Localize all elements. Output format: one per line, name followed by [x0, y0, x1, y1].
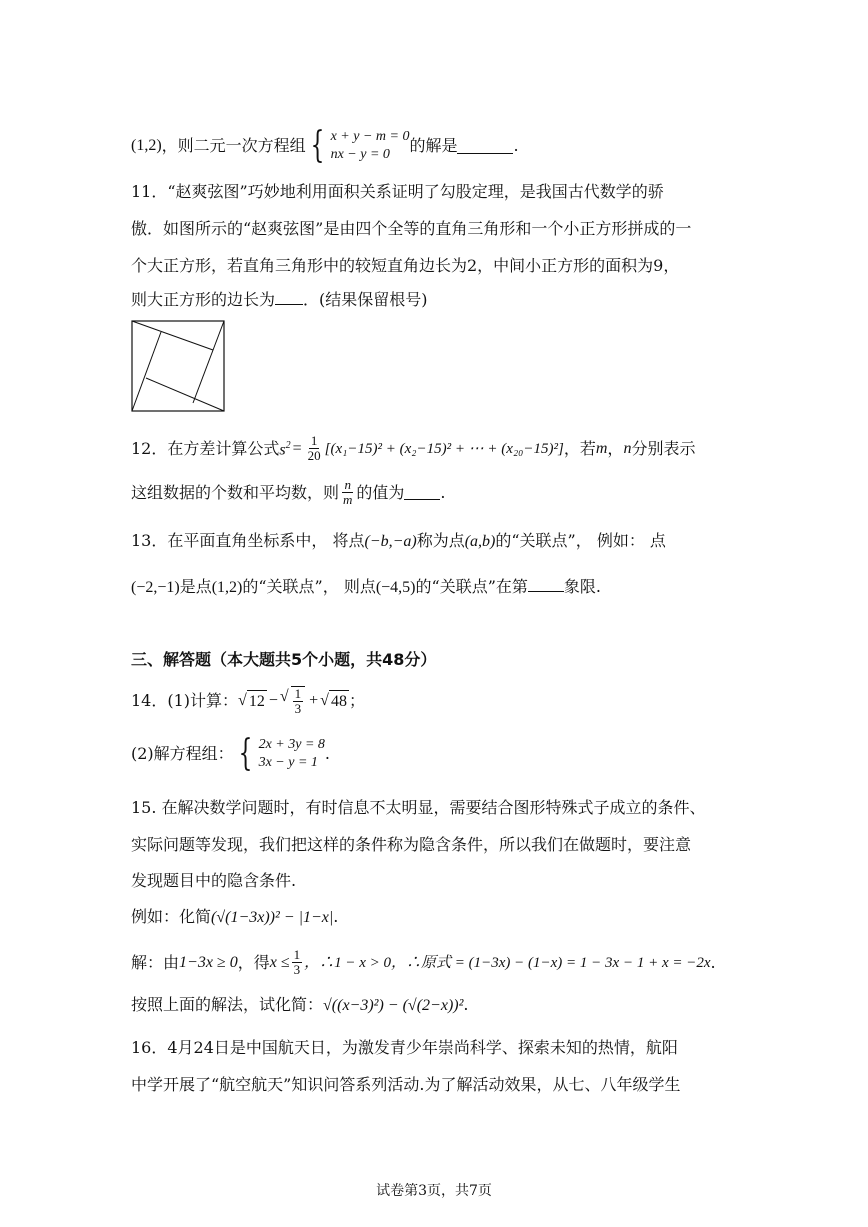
- q11-line4b: ．(结果保留根号): [303, 290, 428, 309]
- q14-end: .: [324, 744, 330, 763]
- q15-try-end: .: [463, 995, 469, 1014]
- q12-comma: ，: [607, 438, 624, 458]
- q13-line1a: 13．在平面直角坐标系中， 将点: [131, 531, 365, 550]
- q12-m: m: [595, 439, 608, 457]
- q14-p2-prefix: (2)解方程组：: [131, 744, 234, 763]
- q10-end: .: [513, 136, 519, 155]
- q13-line1: [131, 530, 666, 553]
- q12-line2a: 这组数据的个数和平均数，则: [131, 482, 340, 502]
- q15-example: [131, 906, 338, 929]
- q15-sol-end: .: [710, 952, 716, 972]
- q14-minus: −: [268, 692, 278, 709]
- q12-n-over-m: $\frac{n}{m}$: [343, 477, 353, 507]
- q12-formula: [(x₁−15)² + (x₂−15)² + ⋯ + (x₂₀−15)²]: [324, 440, 564, 457]
- q10-eq2: nx − y = 0: [330, 147, 390, 162]
- q12-s: $s^2$: [279, 440, 291, 459]
- q10-answer-blank: [457, 139, 513, 154]
- q14-eq1: 2x + 3y = 8: [258, 737, 325, 752]
- q14-sqrt-one-third: √ $\frac{1}{3}$: [280, 686, 307, 716]
- q14-sqrt48: √ 48: [320, 690, 349, 713]
- q13-line2f: 的“关联点”在第: [415, 577, 528, 596]
- q16-line1: 16．4月24日是中国航天日，为激发青少年崇尚科学、探索未知的热情，航阳: [131, 1038, 678, 1057]
- q15-try-prefix: 按照上面的解法，试化简：: [131, 995, 324, 1014]
- q15-solution: [131, 948, 716, 977]
- outer-square: [132, 321, 224, 411]
- q15-ex-end: .: [333, 907, 339, 926]
- q12-n: n: [623, 439, 632, 457]
- q11-line4a: 则大正方形的边长为: [131, 290, 276, 309]
- q15-ex-expr: (√(1−3x))² − |1−x|: [211, 909, 334, 926]
- triangle-edge-bottom: [146, 378, 224, 411]
- q13-line2: [131, 576, 601, 599]
- zhao-shuang-string-diagram: [131, 320, 227, 414]
- q12-mid: ，若: [563, 438, 596, 458]
- q14-equation-system: { 2x + 3y = 8 3x − y = 1: [238, 733, 325, 774]
- q10-equation-system: { x + y − m = 0 nx − y = 0: [310, 125, 410, 166]
- q12-suffix: 分别表示: [631, 438, 696, 458]
- q12-prefix: 12．在方差计算公式: [131, 438, 280, 458]
- q15-sol-a: 解：由: [131, 952, 180, 972]
- q15-ex-prefix: 例如：化简: [131, 907, 212, 926]
- q15-sol-b: 1−3x ≥ 0: [179, 953, 238, 971]
- q15-line3: 发现题目中的隐含条件.: [131, 871, 297, 890]
- q15-line1: 15. 在解决数学问题时，有时信息不太明显，需要结合图形特殊式子成立的条件、: [131, 798, 706, 817]
- q10-text1: ，则二元一次方程组: [161, 136, 306, 155]
- q11-answer-blank: [275, 290, 303, 305]
- q13-p2: (a,b): [464, 533, 496, 550]
- triangle-edge-right: [193, 321, 224, 403]
- q11-line2: 傲．如图所示的“赵爽弦图”是由四个全等的直角三角形和一个小正方形拼成的一: [131, 219, 692, 238]
- q14-plus: +: [309, 692, 319, 709]
- q14-eq2: 3x − y = 1: [258, 755, 318, 770]
- q14-p1-prefix: 14．(1)计算：: [131, 691, 239, 710]
- q12-fraction: $\frac{1}{20}$: [307, 433, 321, 463]
- page-footer: 试卷第3页，共7页: [376, 1183, 492, 1199]
- q13-line2b: 是点: [179, 577, 212, 596]
- q10-text2: 的解是: [409, 136, 458, 155]
- q12-line2b: 的值为: [356, 482, 405, 502]
- q12-line1: [131, 434, 695, 463]
- q13-answer-blank: [528, 577, 564, 592]
- q13-line2d: 的“关联点”， 则点: [242, 577, 376, 596]
- q12-line2: [131, 478, 446, 507]
- q14-part1: [131, 686, 365, 716]
- q13-line2a: (−2,−1): [131, 579, 180, 596]
- q13-line1b: 称为点: [416, 531, 465, 550]
- q10-tail-line: [131, 125, 519, 166]
- q14-part2: [131, 733, 330, 774]
- q12-eq: =: [292, 439, 302, 457]
- q11-line3: 个大正方形，若直角三角形中的较短直角边长为2，中间小正方形的面积为9，: [131, 256, 680, 275]
- q13-p1: (−b,−a): [364, 533, 417, 550]
- q14-semicolon: ；: [348, 691, 365, 710]
- q15-one-third: $\frac{1}{3}$: [293, 947, 301, 977]
- q12-end: .: [440, 482, 446, 502]
- section-3-heading: 三、解答题（本大题共5个小题，共48分）: [131, 650, 437, 669]
- q13-line2g: 象限.: [563, 577, 601, 596]
- q15-sol-c: ，得: [237, 952, 270, 972]
- q15-sol-d: x ≤: [269, 953, 290, 971]
- q13-line2e: (−4,5): [375, 579, 416, 596]
- triangle-edge-top: [132, 321, 213, 350]
- triangle-edge-left: [132, 332, 161, 411]
- q10-point: (1,2): [131, 137, 162, 154]
- q15-try-expr: √((x−3)²) − (√(2−x))²: [323, 997, 464, 1014]
- q11-line1: 11．“赵爽弦图”巧妙地利用面积关系证明了勾股定理，是我国古代数学的骄: [131, 182, 664, 201]
- q15-try: [131, 994, 468, 1017]
- q11-line4: [131, 289, 428, 311]
- q10-eq1: x + y − m = 0: [330, 129, 410, 144]
- q15-line2: 实际问题等发现，我们把这样的条件称为隐含条件，所以我们在做题时，要注意: [131, 835, 692, 854]
- q14-sqrt12: √ 12: [238, 690, 267, 713]
- q16-line2: 中学开展了“航空航天”知识问答系列活动.为了解活动效果，从七、八年级学生: [131, 1075, 681, 1094]
- q13-line2c: (1,2): [211, 579, 243, 596]
- q15-sol-e: ，∴1 − x > 0，∴原式 = (1−3x) − (1−x) = 1 − 3x − 1 + x = −2x: [304, 954, 711, 971]
- q13-line1c: 的“关联点”， 例如： 点: [495, 531, 666, 550]
- q12-answer-blank: [404, 485, 440, 500]
